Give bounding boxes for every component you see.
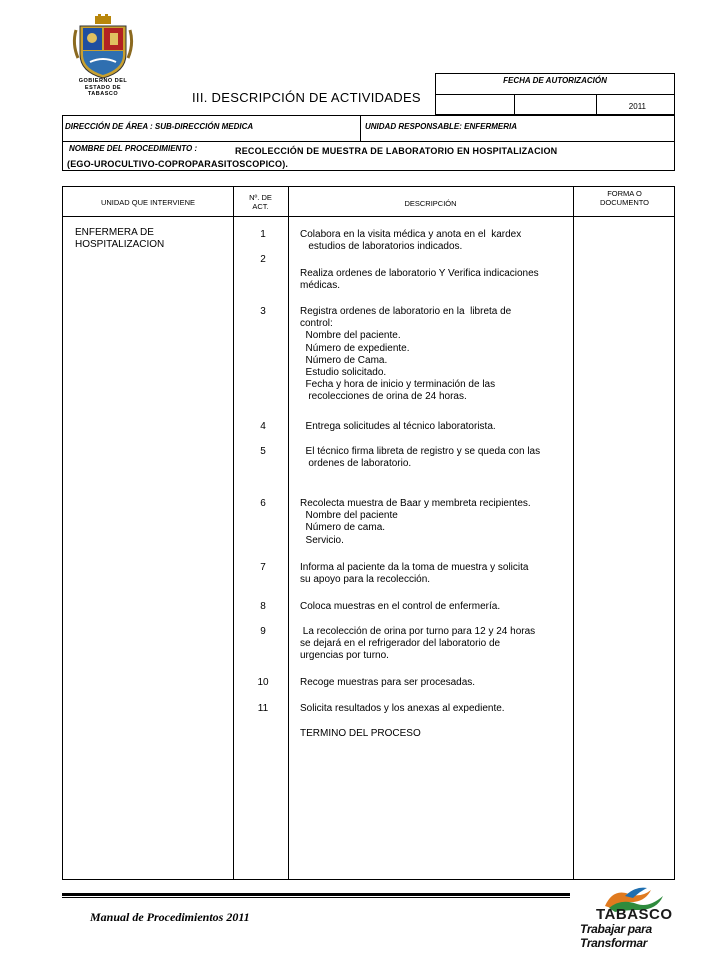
unidad-responsable: UNIDAD RESPONSABLE: ENFERMERIA <box>365 122 518 131</box>
procedure-header-table <box>62 115 675 171</box>
logo-line: ESTADO DE <box>84 84 122 91</box>
description-line: Fecha y hora de inicio y terminación de las <box>300 379 496 391</box>
description-line: Recoge muestras para ser procesadas. <box>300 677 476 688</box>
description-line: Nombre del paciente <box>300 510 398 522</box>
procedure-name-continued: (EGO-UROCULTIVO-COPROPARASITOSCOPICO). <box>67 159 289 169</box>
activity-description <box>300 268 562 292</box>
activity-description <box>300 626 562 663</box>
authorization-year: 2011 <box>628 102 646 111</box>
column-divider <box>233 187 234 879</box>
activity-number: 9 <box>260 626 266 637</box>
activity-number: 8 <box>260 601 266 612</box>
authorization-date-label: FECHA DE AUTORIZACIÓN <box>503 76 607 85</box>
logo-line: TABASCO <box>87 91 119 97</box>
authorization-date-row <box>436 94 674 116</box>
description-line: Número de expediente. <box>300 342 410 354</box>
description-line: control: <box>300 318 333 330</box>
activity-description <box>300 703 562 715</box>
description-line: Coloca muestras en el control de enfermería. <box>300 601 501 612</box>
column-header-forma <box>573 189 676 207</box>
intervening-unit <box>75 227 225 251</box>
date-cell-divider <box>514 95 515 116</box>
description-line: El técnico firma libreta de registro y se queda con las <box>300 446 541 457</box>
activity-number: 1 <box>260 229 266 240</box>
activity-description <box>300 498 562 547</box>
description-line: Solicita resultados y los anexas al expediente. <box>300 703 505 714</box>
section-title: III. DESCRIPCIÓN DE ACTIVIDADES <box>192 90 421 105</box>
activity-number: 3 <box>260 306 266 317</box>
description-line: médicas. <box>300 280 341 292</box>
description-line: Registra ordenes de laboratorio en la libreta de <box>300 306 512 317</box>
activities-table <box>62 186 675 880</box>
description-line: recolecciones de orina de 24 horas. <box>300 391 467 403</box>
direccion-area: DIRECCIÓN DE ÁREA : SUB-DIRECCIÓN MEDICA <box>65 122 254 131</box>
column-header-line: Nº. DE <box>249 193 272 202</box>
date-cell-divider <box>596 95 597 116</box>
column-divider <box>288 187 289 879</box>
activity-number: 7 <box>260 562 266 573</box>
column-header-descripcion: DESCRIPCIÓN <box>404 199 457 208</box>
activity-number: 2 <box>260 254 266 265</box>
description-line: se dejará en el refrigerador del laboratorio de <box>300 638 501 650</box>
activity-description <box>300 677 562 689</box>
description-line: ordenes de laboratorio. <box>300 458 412 470</box>
process-end-note <box>300 728 562 740</box>
activity-number: 10 <box>257 677 269 688</box>
activity-description <box>300 306 562 404</box>
activity-number: 5 <box>260 446 266 457</box>
description-line: Entrega solicitudes al técnico laboratorista. <box>300 421 496 432</box>
activity-description <box>300 562 562 586</box>
procedure-name-label: NOMBRE DEL PROCEDIMIENTO : <box>69 144 198 153</box>
column-header-line: ACT. <box>252 202 269 211</box>
column-header-line: FORMA O <box>607 189 642 198</box>
description-line: urgencias por turno. <box>300 650 389 662</box>
description-line: Informa al paciente da la toma de muestra y solicita <box>300 562 529 573</box>
tabasco-slogan: Trabajar para Transformar <box>580 922 652 950</box>
unit-line: ENFERMERA DE <box>75 227 154 238</box>
authorization-date-box <box>435 73 675 115</box>
column-divider <box>573 187 574 879</box>
column-header-unidad: UNIDAD QUE INTERVIENE <box>100 198 196 207</box>
description-line: Realiza ordenes de laboratorio Y Verifica indicaciones <box>300 268 539 279</box>
description-line: La recolección de orina por turno para 12 y 24 horas <box>300 626 536 637</box>
column-header-activity-number <box>233 193 288 211</box>
logo-line: GOBIERNO DEL <box>78 78 128 84</box>
activity-description <box>300 601 562 613</box>
tabasco-wordmark: TABASCO <box>596 906 673 923</box>
description-line: Servicio. <box>300 534 344 546</box>
description-line: su apoyo para la recolección. <box>300 574 431 586</box>
activity-number: 11 <box>257 703 269 714</box>
unit-line: HOSPITALIZACION <box>75 239 165 251</box>
procedure-name: RECOLECCIÓN DE MUESTRA DE LABORATORIO EN HOSPITALIZACION <box>235 146 558 156</box>
manual-footer-text: Manual de Procedimientos 2011 <box>90 910 250 924</box>
activity-description <box>300 421 562 433</box>
description-line: estudios de laboratorios indicados. <box>300 241 463 253</box>
description-line: Estudio solicitado. <box>300 367 387 379</box>
activity-number: 4 <box>260 421 266 432</box>
logo-caption <box>60 78 146 98</box>
description-line: TERMINO DEL PROCESO <box>300 728 421 739</box>
footer-rule-thin <box>62 897 570 898</box>
activity-number: 6 <box>260 498 266 509</box>
footer-rule <box>62 893 570 896</box>
description-line: Colabora en la visita médica y anota en el kardex <box>300 229 522 240</box>
column-header-line: DOCUMENTO <box>599 198 650 207</box>
activity-description <box>300 446 562 470</box>
header-divider <box>360 116 361 142</box>
description-line: Número de cama. <box>300 522 386 534</box>
description-line: Recolecta muestra de Baar y membreta recipientes. <box>300 498 531 509</box>
description-line: Número de Cama. <box>300 354 388 366</box>
activity-description <box>300 229 562 253</box>
description-line: Nombre del paciente. <box>300 330 401 342</box>
